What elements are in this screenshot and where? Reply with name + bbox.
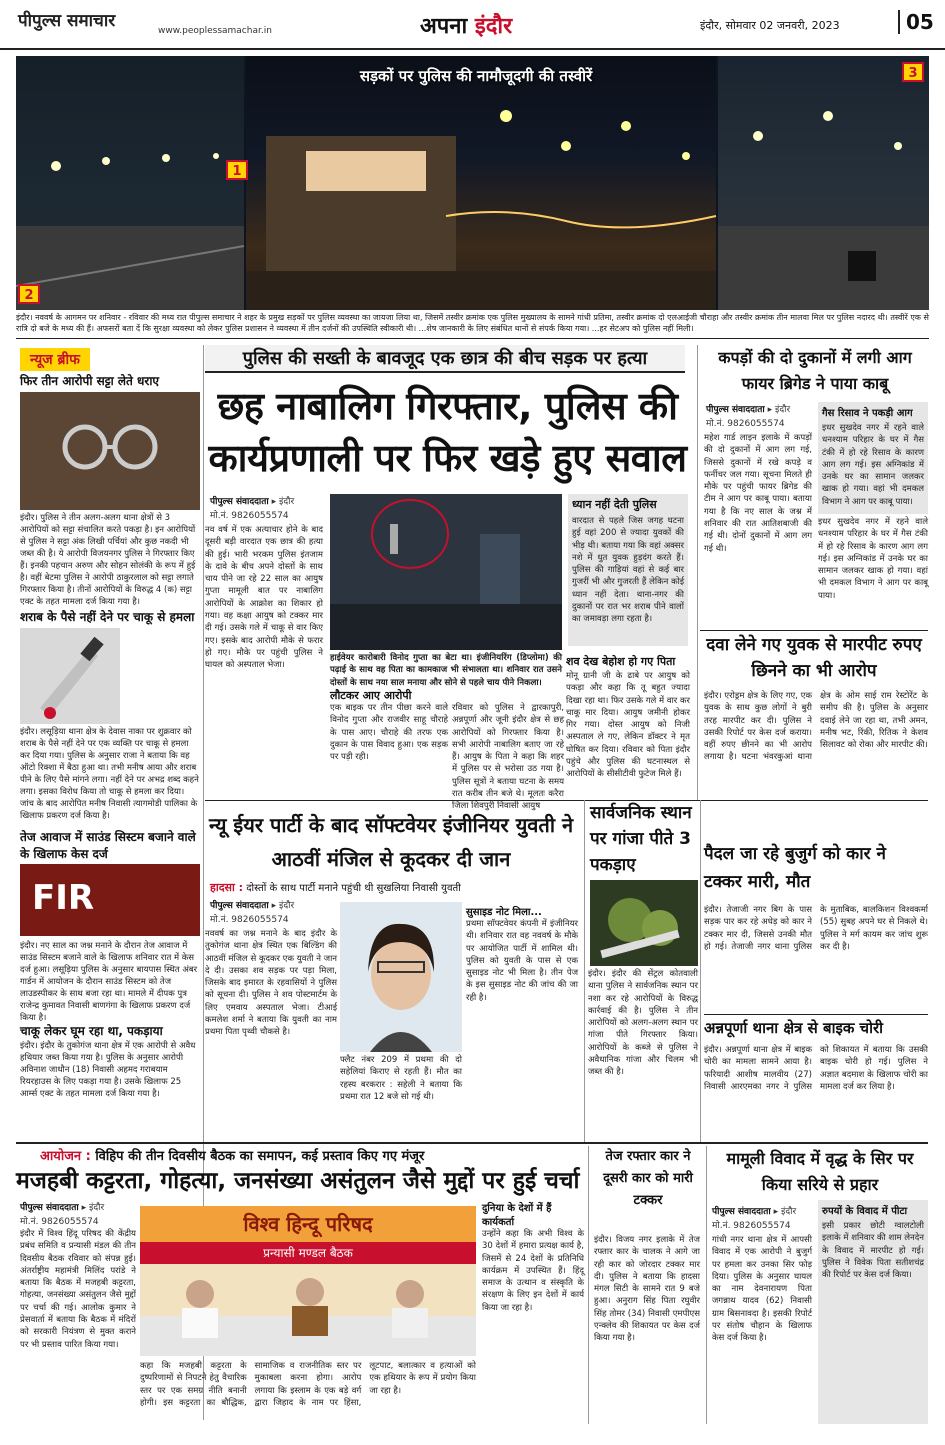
fire-side-title: गैस रिसाव ने पकड़ी आग [822, 408, 913, 419]
engineer-byline-name: पीपुल्स संवाददाता [210, 901, 269, 911]
lead-col-1: नव वर्ष में एक अत्याचार होने के बाद दूसरी बड़ी वारदात एक छात्र की हत्या की हुई। भारी भरकम पुलिस इंतजाम के दावे के बीच अपने दोस्तों के साथ चाय पीने जा रहे 22 साल का आयुष गुप्ता मामूली बात पर नाबालिग आरोपियों के आक्रोश का शिकार हो गया। वह कक्षा आयुष को टक्कर मार दी गई। उसके गले में चाकू से वार किए गए। इसके बाद आरोपी मौके से फरार हो गए। मौके पर पहुंची पुलिस ने घायल को अस्पताल भेजा। [205, 525, 323, 671]
dispute-byline: पीपुल्स संवाददाता ▸ इंदौर [712, 1207, 797, 1217]
website-url: www.peoplessamachar.in [158, 26, 272, 36]
vhp-bottom-text: कहा कि मजहबी कट्टरता के दुष्परिणामों से निपटने हेतु वैचारिक स्तर पर एक समग्र नीति बनानी होगी। इस कट्टरता का बौद्धिक, सामाजिक व राजनीतिक स्तर पर मुकाबला करना होगा। आरोप लगाया कि इस्लाम के एक बड़े वर्ग द्वारा जिहाद के नाम पर हिंसा, लूटपाट, बलात्कार व हत्याओं को एक हथियार के रूप में प्रयोग किया जा रहा है। [140, 1361, 476, 1408]
portrait-graphic [340, 902, 462, 1052]
vhp-side-title: दुनिया के देशों में हैं कार्यकर्ता [482, 1203, 552, 1228]
dispute-side-box [818, 1200, 928, 1424]
brief-4-title: चाकू लेकर घूम रहा था, पकड़ाया [20, 1024, 163, 1038]
dispute-side-title: रुपयों के विवाद में पीटा [822, 1206, 908, 1217]
car-text: इंदौर। विजय नगर इलाके में तेज रफ्तार कार के चालक ने आगे जा रही कार को जोरदार टक्कर मार दी। पुलिस ने बताया कि हादसा मंगल सिटी के सामने रात 9 बजे हुआ। अनुराग सिंह पिता रघुवीर सिंह तोमर (34) निवासी एमपीएस एन्क्लेव की शिकायत पर केस दर्ज किया गया है। [594, 1235, 700, 1344]
vhp-press-photo [140, 1206, 476, 1356]
lead-byline: पीपुल्स संवाददाता ▸ इंदौर [210, 497, 295, 507]
section-name: इंदौर [474, 14, 513, 39]
lead-headline: छह नाबालिग गिरफ्तार, पुलिस की कार्यप्रणाली पर फिर खड़े हुए सवाल [208, 384, 687, 480]
column-divider [588, 1146, 589, 1424]
engineer-note-title: सुसाइड नोट मिला... [466, 907, 542, 918]
night-photo-strip [16, 56, 929, 310]
lit-building-graphic [246, 56, 716, 310]
knife-photo [20, 628, 120, 724]
vhp-byline-name: पीपुल्स संवाददाता [20, 1203, 79, 1213]
section-title [420, 10, 512, 40]
engineer-kicker [210, 880, 580, 895]
vhp-side-text: उन्होंने कहा कि अभी विश्व के 30 देशों में हमारा प्रत्यक्ष कार्य है, जिसमें से 24 देशों के प्रतिनिधि कार्यक्रम में उपस्थित हैं। हिंदू समाज के उत्थान व संस्कृति के संरक्षण के लिए इन देशों में कार्य किया जा रहा है। [482, 1229, 584, 1313]
ganja-headline: सार्वजनिक स्थान पर गांजा पीते 3 पकड़ाए [590, 803, 692, 875]
column-divider [584, 800, 585, 1142]
dispute-side-text: इसी प्रकार छोटी ग्वालटोली इलाके में शनिवार की शाम लेनदेन के विवाद में मारपीट हो गई। पुलिस ने विवेक पिता सतीशचंद्र की रिपोर्ट पर केस दर्ज किया। [822, 1221, 924, 1281]
cctv-photo [330, 494, 562, 650]
fir-photo [20, 864, 200, 936]
photo-strip-caption: सड़कों पर पुलिस की नामौजूदगी की तस्वीरें [359, 67, 593, 85]
fire-byline: पीपुल्स संवाददाता ▸ इंदौर [706, 405, 791, 415]
section-prefix: अपना [420, 14, 468, 39]
fire-side-text: इधर सुखदेव नगर में रहने वाले धनश्याम परिहार के घर में गैस टंकी में हो रहे रिसाव के कारण आग लग गई। इस अग्निकांड में उनके घर का सामान जलकर खाक हो गया। वहां भी दमकल विभाग ने आग पर काबू पाया। [822, 423, 924, 507]
lead-byline-city: इंदौर [278, 497, 295, 507]
engineer-note-text: प्रथमा सॉफ्टवेयर कंपनी में इंजीनियर थी। शनिवार रात वह नववर्ष के मौके पर आयोजित पार्टी में शामिल थी। पुलिस को युवती के पास से एक सुसाइड नोट भी मिला है। तीन पेज के इस सुसाइड नोट की जांच की जा रही है। [466, 919, 578, 1003]
cctv-scene-graphic [330, 494, 562, 650]
fir-text: FIR [32, 878, 95, 918]
lead-byline-name: पीपुल्स संवाददाता [210, 497, 269, 507]
divider [16, 338, 929, 339]
medicine-headline: दवा लेने गए युवक से मारपीट रुपए छिनने का भी आरोप [706, 635, 922, 681]
photo-strip-footer-caption: इंदौर। नववर्ष के आगमन पर शनिवार - रविवार की मध्य रात पीपुल्स समाचार ने शहर के प्रमुख सड़कों पर पुलिस व्यवस्था का जायजा लिया था, जिसमें तस्वीर क्रमांक एक पुलिस मुख्यालय के सामने गांधी प्रतिमा, तस्वीर क्रमांक दो एलआईजी चौराहा और तस्वीर क्रमांक तीन मालवा मिल पर पुलिस नदारद थी। तस्वीरें एक से रात्रि दो बजे के मध्य की हैं। अफसरों बता दें कि सुरक्षा व्यवस्था को लेकर पुलिस प्रशासन ने व्यवस्था में तीन दर्जनों की उपस्थिति स्वीकारी थी। ...शेष जानकारी के लिए संबंधित थानों से संपर्क किया गया। ...हर सेटअप को पुलिस नहीं मिली। [16, 313, 929, 333]
press-conference-graphic [140, 1206, 476, 1356]
news-brief-tag: न्यूज ब्रीफ [20, 348, 90, 371]
fire-side-box [818, 402, 928, 514]
dispute-byline-name: पीपुल्स संवाददाता [712, 1207, 771, 1217]
medicine-text: इंदौर। एरोड्रम क्षेत्र के लिए गए, एक युवक के साथ कुछ लोगों ने बुरी तरह मारपीट कर दी। पुलिस ने उसकी रिपोर्ट पर केस दर्ज कराया। वहीं रुपए छीनने का भी आरोप लगाया है। घटना भंवरकुआं थाना क्षेत्र के ओम साई राम रेस्टोरेंट के समीप की है। पुलिस के अनुसार दवाई लेने जा रहा था, तभी अमन, मनीष भट, रिंकी, रितिक ने केशव सिलावट को रोका और मारपीट की। [704, 691, 928, 763]
lead-subhead: लौटकर आए आरोपी [330, 689, 412, 702]
engineer-kicker-label: हादसा : [210, 881, 244, 894]
engineer-text: नववर्ष का जश्न मनाने के बाद इंदौर के तुकोगंज थाना क्षेत्र स्थित एक बिल्डिंग की आठवीं मंजिल से कूदकर एक युवती ने जान दे दी। उसका शव सड़क पर पड़ा मिला, जिसके बाद इमारत के रहवासियों ने पुलिस को सूचना दी। पुलिस ने शव पोस्टमार्टम के लिए एमवाय अस्पताल भेजा। टीआई कमलेश शर्मा ने बताया कि युवती का नाम प्रथमा पिता पृथ्वी चौकसे है। [205, 929, 337, 1038]
photo-badge-1: 1 [226, 160, 248, 180]
brief-4-text: इंदौर। इंदौर के तुकोगंज थाना क्षेत्र में एक आरोपी से अवैध हथियार जब्त किया गया है। पुलिस के अनुसार आरोपी अविनाश जाधौन (18) निवासी अहमद गराबयाम रियरहाउस के लिए पकड़ा गया है। उसके खिलाफ 25 आर्म्स एक्ट के तहत मामला दर्ज किया गया है। [20, 1041, 196, 1099]
lead-col-2: रविवार को पुलिस ने द्वारकापुरी, अन्नपूर्णा और जूनी इंदौर क्षेत्र से छह आरोपियों को गिरफ्तार किया है। सभी आरोपी नाबालिग बताए जा रहे हैं। आयुष के पिता ने कहा कि शहर में पुलिस पर से भरोसा उठ गया है। पुलिस सूत्रों ने बताया घटना के समय रात करीब तीन बजे थे। मूलतः करैरा जिला शिवपुरी निवासी आयुष [452, 703, 564, 812]
cctv-caption: हाईवेयर कारोबारी विनोद गुप्ता का बेटा था। इंजीनियरिंग (डिप्लोमा) की पढ़ाई के साथ वह पिता का कामकाज भी संभालता था। शनिवार रात उसने दोस्तों के साथ नया साल मनाया और सोने से पहले चाय पीने निकला। [330, 653, 562, 688]
vhp-kicker-text: विहिप की तीन दिवसीय बैठक का समापन, कई प्रस्ताव किए गए मंजूर [95, 1149, 425, 1164]
theft-text: इंदौर। अन्नपूर्णा थाना क्षेत्र में बाइक चोरी का मामला सामने आया है। फरियादी आशीष मालवीय (27) निवासी आरएमका नगर ने पुलिस को शिकायत में बताया कि उसकी बाइक चोरी हो गई। पुलिस ने अज्ञात बदमाश के खिलाफ चोरी का मामला दर्ज कर लिया है। [704, 1045, 928, 1092]
brief-3-title: तेज आवाज में साउंड सिस्टम बजाने वाले के खिलाफ केस दर्ज [20, 830, 196, 861]
divider [704, 1014, 928, 1015]
vhp-byline-city: इंदौर [88, 1203, 105, 1213]
photo-1-empty-road [16, 56, 244, 310]
vhp-byline: पीपुल्स संवाददाता ▸ इंदौर [20, 1203, 105, 1213]
knife-icon [20, 628, 120, 724]
column-divider [697, 345, 698, 800]
father-title: शव देख बेहोश हो गए पिता [566, 655, 676, 668]
divider [16, 1142, 928, 1144]
dispute-byline-city: इंदौर [780, 1207, 797, 1217]
ganja-photo [590, 880, 698, 966]
fire-byline-name: पीपुल्स संवाददाता [706, 405, 765, 415]
lead-mobile: मो.नं. 9826055574 [210, 511, 289, 521]
photo-badge-2: 2 [18, 284, 40, 304]
brief-2-text: इंदौर। लसूड़िया थाना क्षेत्र के देवास नाका पर शुक्रवार को शराब के पैसे नहीं देने पर एक व्यक्ति पर चाकू से हमला कर दिया गया। पुलिस के अनुसार राजा ने बताया कि वह ऑटो रिक्शा में बैठा हुआ था। तभी मनीष आया और शराब पीने के लिए पैसे मांगने लगा। नहीं देने पर अभद्र शब्द कहने लगा। इसका विरोध किया तो चाकू से हमला कर दिया। जांच के बाद आरोपित मनीष निवासी त्यागमोडी पालिका के खिलाफ प्रकरण दर्ज किया है। [20, 727, 199, 821]
vhp-kicker-label: आयोजन : [40, 1149, 91, 1164]
vhp-kicker [40, 1146, 580, 1164]
dispute-text: गांधी नगर थाना क्षेत्र में आपसी विवाद में एक आरोपी ने बुजुर्ग पर हमला कर उनका सिर फोड़ दिया। पुलिस के अनुसार घायल का नाम देवनारायण पिता जगन्नाथ यादव (62) निवासी ग्राम बिसनावदा है। इसकी रिपोर्ट पर संतोष चौहान के खिलाफ केस दर्ज किया है। [712, 1235, 812, 1344]
engineer-byline-city: इंदौर [278, 901, 295, 911]
brief-1-title: फिर तीन आरोपी सट्टा लेते धराए [20, 374, 160, 388]
lead-note-box [568, 494, 688, 646]
lead-note-title: ध्यान नहीं देती पुलिस [572, 498, 657, 511]
divider [205, 800, 928, 801]
streetlights-graphic [16, 56, 244, 310]
vhp-text: इंदौर में विश्व हिंदू परिषद की केंद्रीय प्रबंध समिति व प्रन्यासी मंडल की तीन दिवसीय बैठक रविवार को संपन्न हुई। अंतर्राष्ट्रीय महामंत्री मिलिंद परांडे ने बताया कि बैठक में मजहबी कट्टरता, गोहत्या, जनसंख्या असंतुलन जैसे मुद्दों पर चर्चा की गई। आलोक कुमार ने प्रेसवार्ता में बताया कि बैठक में मंदिरों को सरकारी नियंत्रण से मुक्त कराने पर भी प्रस्ताव पारित किया गया। [20, 1229, 136, 1350]
fire-mobile: मो.नं. 9826055574 [706, 419, 785, 429]
dateline: इंदौर, सोमवार 02 जनवरी, 2023 [700, 19, 840, 32]
father-text: मोनू ग्रानी जी के ढाबे पर आयुष को पकड़ा और कहा कि तू बहुत ज्यादा दिखा रहा था। फिर उसके गले में वार कर चाकू मार दिया। आयुष जमीनी होकर गिर गया। दोस्त आयुष को निजी अस्पताल ले गए, लेकिन डॉक्टर ने मृत घोषित कर दिया। रविवार को पिता इंदौर पहुंचे और पुलिस की घटनास्थल से आरोपियों के सीसीटीवी फुटेज मिले हैं। [566, 671, 690, 780]
photo-3-malwa-mill [718, 56, 929, 310]
lead-note-text: वारदात से पहले जिस जगह घटना हुई वहां 200 से ज्यादा युवकों की भीड़ थी। बताया गया कि वहां अक्सर नशे में धुत युवक हुड़दंग करते हैं। पुलिस की गाड़ियां वहां से कई बार गुजरीं भी और गुजरती हैं लेकिन कोई ध्यान नहीं देता। थाना-नगर की दुकानों पर रात भर शराब पीने वालों का जमावड़ा लगा रहता है। [572, 516, 684, 625]
dispute-mobile: मो.नं. 9826055574 [712, 1221, 791, 1231]
engineer-photo-caption: फ्लैट नंबर 209 में प्रथमा की दो सहेलियां किराए से रहती हैं। मौत का रहस्य बरकरार : सहेली ने बताया कि प्रथमा रात 12 बजे सो गई थी। [340, 1055, 462, 1102]
elderly-headline: पैदल जा रहे बुजुर्ग को कार ने टक्कर मारी, मौत [704, 844, 886, 892]
vhp-headline: मजहबी कट्टरता, गोहत्या, जनसंख्या असंतुलन जैसे मुद्दों पर हुई चर्चा [16, 1168, 580, 1194]
fire-byline-city: इंदौर [774, 405, 791, 415]
theft-headline: अन्नपूर्णा थाना क्षेत्र से बाइक चोरी [704, 1019, 883, 1037]
victim-photo [340, 902, 462, 1052]
photo-badge-3: 3 [902, 62, 924, 82]
photo-2-lig-square [246, 56, 716, 310]
vhp-mobile: मो.नं. 9826055574 [20, 1217, 99, 1227]
handcuffs-icon [20, 392, 200, 510]
fire-text: महेश गार्ड लाइन इलाके में कपड़ों की दो दुकानों में आग लग गई, जिससे दुकानों में रखे कपड़े व फर्नीचर जल गया। सूचना मिलते ही मौके पर पहुंची फायर ब्रिगेड की टीम ने आग पर काबू पाया। बताया गया है कि नए साल के जश्न में शनिवार की रात आतिशबाजी की गई थी। दोनों दुकानों में आग लग गई थी। [704, 433, 812, 554]
newspaper-logo: पीपुल्स समाचार [18, 11, 116, 31]
lead-sub-text: एक बाइक पर तीन पीछा करने वाले विनोद गुप्ता और राजवीर साहू चौराहे के पास आए। चौराहे की तरफ एक दुकान के पास विवाद हुआ। एक सड़क पर पड़ी रही। [330, 703, 448, 763]
brief-1-text: इंदौर। पुलिस ने तीन अलग-अलग थाना क्षेत्रों से 3 आरोपियों को सट्टा संचालित करते पकड़ा है। इन आरोपियों से पुलिस ने सट्टा अंक लिखी पर्चियां और कुछ नकदी भी जब्त की है। ये आरोपी विजयनगर पुलिस ने गिरफ्तार किए हैं। इनकी पहचान अरुण और सोहन सोलंकी के रूप में हुई है। वहीं बेटमा पुलिस ने आरोपी ठाकुरलाल को सट्टा लगाते गिरफ्तार किया है। तीनों आरोपियों के विरुद्ध 4 (क) सट्टा एक्ट के तहत मामला दर्ज किया गया है। [20, 513, 196, 607]
divider [700, 630, 928, 631]
brief-3-text: इंदौर। नए साल का जश्न मनाने के दौरान तेज आवाज में साउंड सिस्टम बजाने वाले के खिलाफ शनिवार रात में केस दर्ज हुआ। लसूड़िया पुलिस के अनुसार बायपास स्थित अंबर गार्डन में आयोजन के दौरान साउंड सिस्टम को तेज लाउडस्पीकर के साथ बजा रहा था। मामले में दीपक पुत्र राजेन्द्र कुमावत निवासी बाणगंगा के खिलाफ प्रकरण दर्ज किया है। [20, 941, 198, 1023]
ganja-text: इंदौर। इंदौर की सेंट्रल कोतवाली थाना पुलिस ने सार्वजनिक स्थान पर नशा कर रहे आरोपियों के विरुद्ध कार्रवाई की है। पुलिस ने तीन आरोपियों को अलग-अलग स्थान पर गांजा पीते गिरफ्तार किया। आरोपियों के कब्जे से पुलिस ने अवैधानिक गांजा और चिलम भी जब्त की है। [588, 969, 698, 1078]
road-scene-graphic [718, 56, 929, 310]
column-divider [706, 1146, 707, 1424]
handcuffs-photo [20, 392, 200, 510]
plant-graphic [590, 880, 698, 966]
elderly-text: इंदौर। तेजाजी नगर बिग के पास सड़क पार कर रहे अधेड़ को कार ने टक्कर मार दी, जिससे उनकी मौत हो गई। तेजाजी नगर थाना पुलिस के मुताबिक, बालकिशन विश्वकर्मा (55) सुबह अपने घर से निकले थे। पुलिस ने मर्ग कायम कर जांच शुरू कर दी है। [704, 905, 928, 952]
brief-2-title: शराब के पैसे नहीं देने पर चाकू से हमला [20, 610, 195, 624]
lead-kicker: पुलिस की सख्ती के बावजूद एक छात्र की बीच सड़क पर हत्या [205, 345, 685, 373]
column-divider [700, 800, 701, 1142]
vhp-banner-sub: प्रन्यासी मण्डल बैठक [140, 1242, 476, 1264]
vhp-banner-text: विश्व हिन्दू परिषद [140, 1206, 476, 1242]
engineer-mobile: मो.नं. 9826055574 [210, 915, 289, 925]
engineer-kicker-text: दोस्तों के साथ पार्टी मनाने पहुंची थी सुखलिया निवासी युवती [246, 883, 461, 894]
engineer-headline: न्यू ईयर पार्टी के बाद सॉफ्टवेयर इंजीनियर युवती ने आठवीं मंजिल से कूदकर दी जान [208, 813, 574, 871]
page-number: 05 [898, 10, 934, 34]
fire-text-cont: इधर सुखदेव नगर में रहने वाले धनश्याम परिहार के घर में गैस टंकी में हो रहे रिसाव के कारण आग लग गई। इस अग्निकांड में उनके घर का सामान जलकर खाक हो गया। वहां भी दमकल विभाग ने आग पर काबू पाया। [818, 517, 928, 601]
engineer-byline: पीपुल्स संवाददाता ▸ इंदौर [210, 901, 295, 911]
fire-headline: कपड़ों की दो दुकानों में लगी आग फायर ब्रिगेड ने पाया काबू [718, 348, 912, 393]
dispute-headline: मामूली विवाद में वृद्ध के सिर पर किया सरिये से प्रहार [726, 1149, 914, 1194]
car-headline: तेज रफ्तार कार ने दूसरी कार को मारी टक्कर [603, 1149, 693, 1208]
